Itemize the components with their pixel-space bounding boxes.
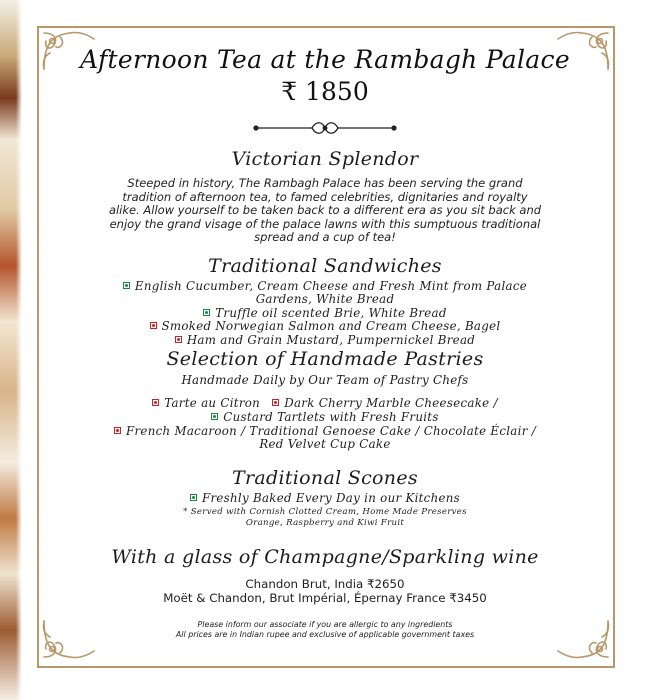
section-heading-champagne: With a glass of Champagne/Sparkling wine (111, 546, 539, 569)
footer-line: All prices are in Indian rupee and exclusive of applicable government taxes (175, 630, 475, 640)
scones-note (60, 507, 590, 529)
note-line: Orange, Raspberry and Kiwi Fruit (245, 518, 405, 529)
intro-line: tradition of afternoon tea, to famed celebrities, dignitaries and royalty (122, 189, 528, 204)
champagne-list (60, 578, 590, 605)
list-item-continued: Red Velvet Cup Cake (259, 437, 391, 452)
veg-icon (190, 494, 197, 501)
scones-list (60, 492, 590, 506)
veg-icon (211, 413, 218, 420)
section-heading-pastries: Selection of Handmade Pastries (166, 348, 484, 371)
non-veg-icon (114, 427, 121, 434)
note-line: * Served with Cornish Clotted Cream, Home Made Preserves (183, 507, 467, 518)
list-item: Tarte au Citron Dark Cherry Marble Cheesecake / (60, 397, 590, 411)
sandwich-list (60, 280, 590, 348)
intro-line: alike. Allow yourself to be taken back to a different era as you sit back and (108, 203, 542, 217)
wine-item: Moët & Chandon, Brut Impérial, Épernay France ₹3450 (163, 591, 487, 606)
non-veg-icon (272, 399, 279, 406)
list-item-continued: Gardens, White Bread (255, 292, 395, 307)
non-veg-icon (150, 322, 157, 329)
pastry-list (60, 397, 590, 451)
menu-content (60, 40, 590, 641)
section-heading-scones: Traditional Scones (232, 466, 418, 489)
wine-item: Chandon Brut, India ₹2650 (245, 577, 405, 592)
intro-line: spread and a cup of tea! (254, 230, 396, 244)
list-item: Smoked Norwegian Salmon and Cream Cheese, Bagel (60, 320, 590, 334)
menu-title: Afternoon Tea at the Rambagh Palace (80, 45, 570, 74)
list-item: French Macaroon / Traditional Genoese Cake / Chocolate Éclair / (60, 425, 590, 439)
veg-icon (203, 309, 210, 316)
ornamental-divider-icon (250, 117, 400, 139)
list-item: Custard Tartlets with Fresh Fruits (60, 411, 590, 425)
list-item: Ham and Grain Mustard, Pumpernickel Bread (60, 334, 590, 348)
non-veg-icon (152, 399, 159, 406)
section-heading-sandwiches: Traditional Sandwiches (208, 254, 442, 277)
veg-icon (123, 282, 130, 289)
intro-line: enjoy the grand visage of the palace lawns with this sumptuous traditional (109, 216, 541, 231)
section-heading-victorian: Victorian Splendor (231, 148, 419, 170)
list-item: English Cucumber, Cream Cheese and Fresh Mint from Palace (60, 280, 590, 294)
menu-price: ₹ 1850 (281, 77, 369, 106)
list-item: Freshly Baked Every Day in our Kitchens (60, 492, 590, 506)
list-item: Truffle oil scented Brie, White Bread (60, 307, 590, 321)
side-photo-strip (0, 0, 22, 700)
non-veg-icon (175, 336, 182, 343)
intro-line: Steeped in history, The Rambagh Palace has been serving the grand (127, 176, 523, 190)
intro-paragraph (70, 177, 580, 245)
footer-note (60, 620, 590, 641)
footer-line: Please inform our associate if you are allergic to any ingredients (197, 619, 453, 629)
pastries-subtitle: Handmade Daily by Our Team of Pastry Chefs (181, 373, 469, 388)
